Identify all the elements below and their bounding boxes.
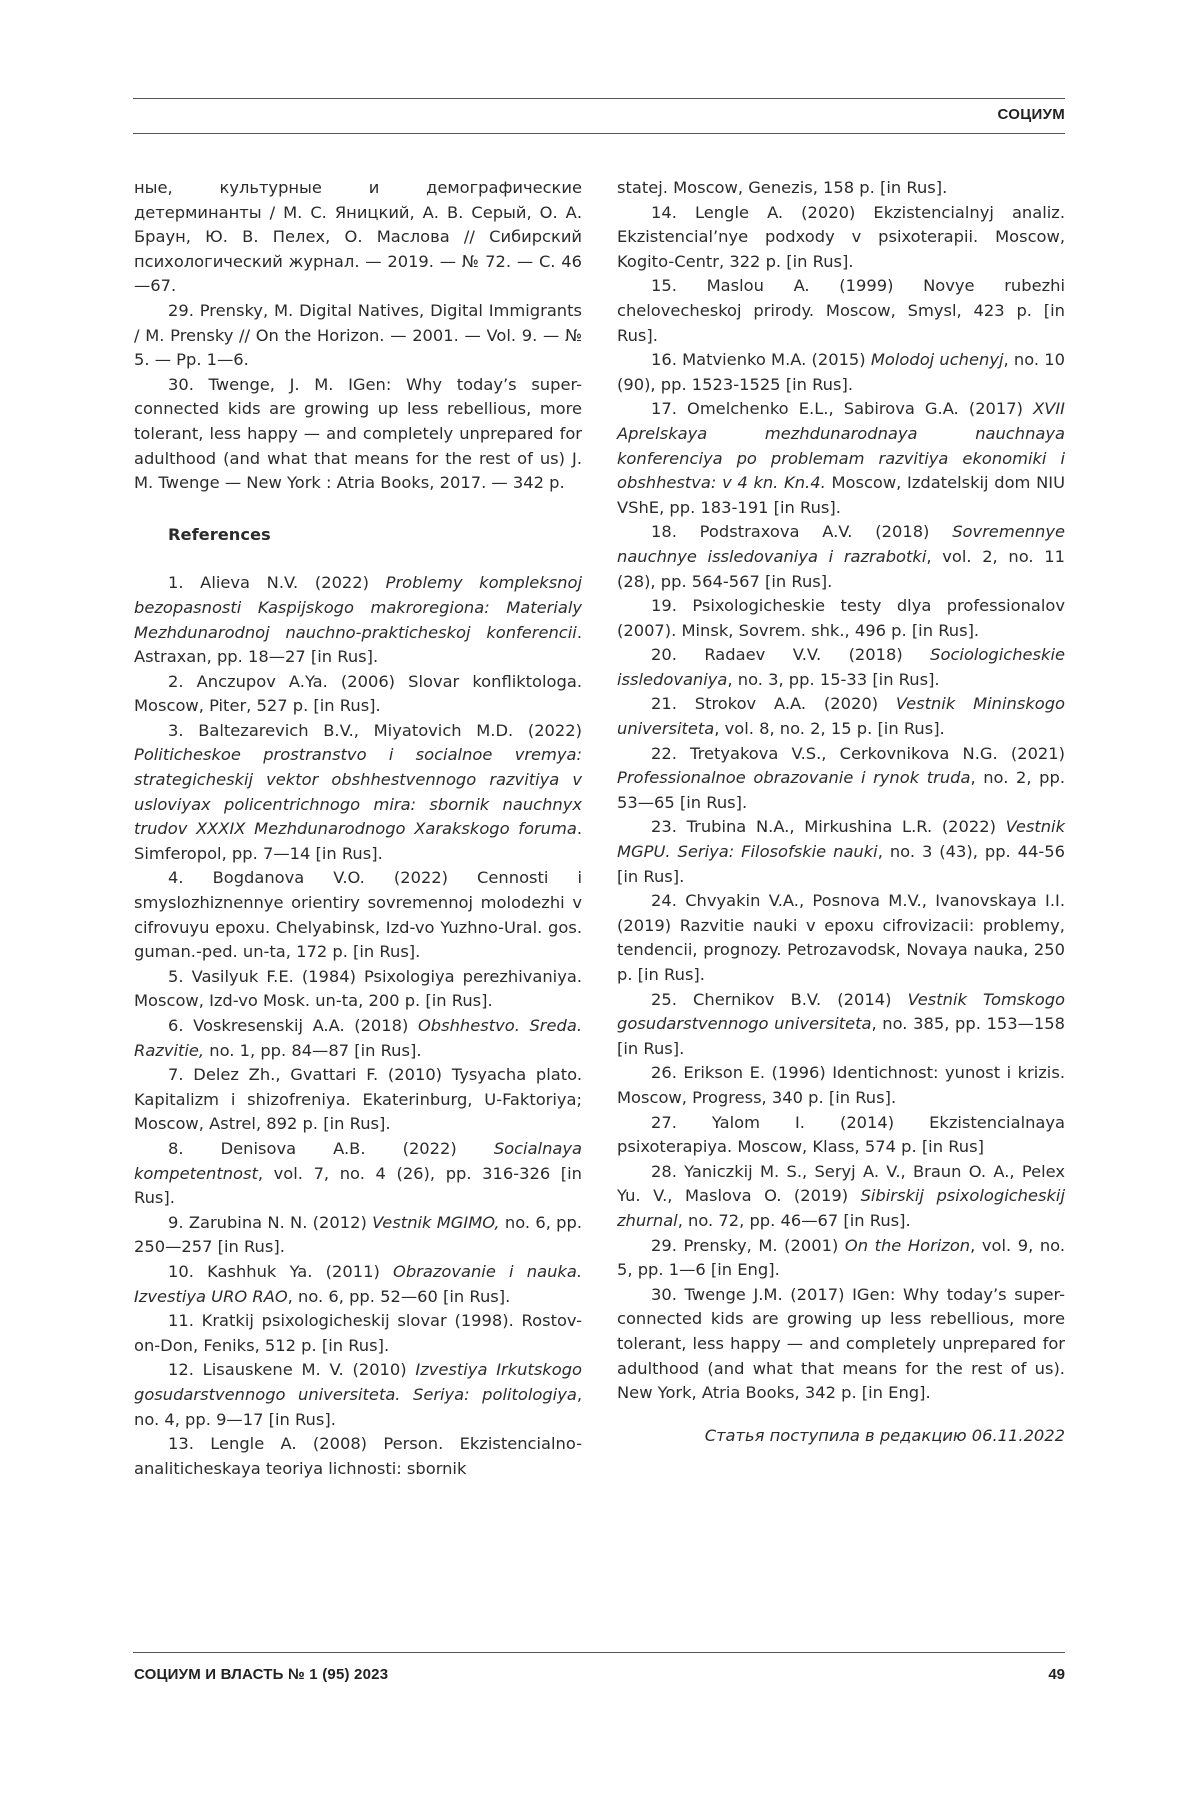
reference-text: 7. Delez Zh., Gvattari F. (2010) Tysyacha plato. Kapitalizm i shizofreniya. Ekaterinburg, U-Faktoriya; Moscow, Astrel, 892 p. [in Rus]. [134,1065,582,1134]
reference-text: 30. Twenge J.M. (2017) IGen: Why today’s super-connected kids are growing up less rebellious, more tolerant, less happy — and completely unprepared for adulthood (and what that means for the rest of us). New York, Atria Books, 342 p. [in Eng]. [617,1284,1065,1403]
reference-entry [617,397,1065,520]
reference-text: , vol. 9, no. 5, pp. 1—6 [in Eng]. [617,1235,1066,1280]
running-header: СОЦИУМ [997,106,1065,123]
reference-text: , no. 10 (90), pp. 1523-1525 [in Rus]. [617,350,1065,394]
reference-entry [617,692,1065,741]
reference-text: 23. Trubina N.A., Mirkushina L.R. (2022) [651,817,1006,837]
reference-entry [134,719,582,867]
reference-entry [617,1061,1065,1110]
reference-entry [134,1014,582,1063]
reference-text: 6. Voskresenskij A.A. (2018) [168,1016,418,1035]
reference-text: 11. Kratkij psixologicheskij slovar (1998). Rostov-on-Don, Feniks, 512 p. [in Rus]. [134,1311,582,1355]
reference-entry [617,594,1065,643]
reference-text: 4. Bogdanova V.O. (2022) Cennosti i smyslozhiznennye orientiry sovremennoj molodezhi v cifrovuyu epoxu. Chelyabinsk, Izd-vo Yuzhno-Ural. gos. guman.-ped. un-ta, 172 p. [in Rus]. [134,868,582,962]
reference-text: , no. 72, pp. 46—67 [in Rus]. [677,1210,911,1230]
reference-text: , no. 4, pp. 9—17 [in Rus]. [134,1384,582,1429]
reference-entry [134,965,582,1014]
reference-text: , no. 2, pp. 53—65 [in Rus]. [617,768,1066,812]
right-column [617,176,1065,1448]
reference-entry [617,1160,1065,1234]
continued-reference-13: statej. Moscow, Genezis, 158 p. [in Rus]. [617,178,948,197]
reference-source-title: Molodoj uchenyj [870,350,1004,370]
reference-text: 13. Lengle A. (2008) Person. Ekzistencialno-analiticheskaya teoriya lichnosti: sbornik [134,1434,582,1478]
references-heading: References [168,524,271,544]
continued-reference: ные, культурные и демографические детерминанты / М. С. Яницкий, А. В. Серый, О. А. Браун, Ю. В. Пелех, О. Маслова // Сибирский психологический журнал. — 2019. — № 72. — С. 46—67. [134,178,582,296]
reference-text: Moscow, Izdatelskij dom NIU VShE, pp. 183-191 [in Rus]. [617,473,1065,517]
reference-text: 16. Matvienko M.A. (2015) [651,350,871,370]
reference-text: 22. Tretyakova V.S., Cerkovnikova N.G. (2021) [651,743,1065,763]
reference-text: 1. Alieva N.V. (2022) [168,573,386,593]
reference-entry [134,1309,582,1358]
reference-source-title: Izvestiya Irkutskogo gosudarstvennogo universiteta. Seriya: politologiya [134,1360,582,1404]
reference-entry [134,1063,582,1137]
reference-text: , no. 385, pp. 153—158 [in Rus]. [617,1014,1066,1058]
reference-entry [134,1260,582,1309]
reference-text: 8. Denisova A.B. (2022) [168,1138,494,1158]
reference-entry [617,201,1065,275]
reference-text: 9. Zarubina N. N. (2012) [168,1212,373,1232]
journal-title: СОЦИУМ И ВЛАСТЬ № 1 (95) 2023 [134,1666,389,1683]
reference-entry [134,866,582,964]
reference-source-title: Sovremennye nauchnye issledovaniya i razrabotki [617,522,1065,566]
reference-text: . Simferopol, pp. 7—14 [in Rus]. [134,819,582,863]
reference-text: 2. Anczupov A.Ya. (2006) Slovar konfliktologa. Moscow, Piter, 527 p. [in Rus]. [134,671,582,716]
references-list-right [617,201,1065,1406]
left-column [134,176,582,1481]
reference-text: , vol. 7, no. 4 (26), pp. 316-326 [in Rus]. [134,1163,582,1208]
reference-source-title: Vestnik MGPU. Seriya: Filosofskie nauki [617,817,1065,862]
reference-text: 21. Strokov A.A. (2020) [651,694,896,714]
header-bottom-rule [133,133,1065,134]
reference-source-title: Vestnik Mininskogo universiteta [617,694,1065,739]
references-list-left [134,571,582,1481]
reference-entry [617,643,1065,692]
reference-source-title: Problemy kompleksnoj bezopasnosti Kaspijskogo makroregiona: Materialy Mezhdunarodnoj nauchno-prakticheskoj konferencii [134,573,582,642]
reference-entry [617,1234,1065,1283]
reference-text: 27. Yalom I. (2014) Ekzistencialnaya psixoterapiya. Moscow, Klass, 574 p. [in Rus] [617,1112,1065,1157]
reference-29-ru: 29. Prensky, M. Digital Natives, Digital Immigrants / M. Prensky // On the Horizon. — 2001. — Vol. 9. — № 5. — Pp. 1—6. [134,300,582,370]
reference-text: 10. Kashhuk Ya. (2011) [168,1261,394,1281]
reference-entry [134,571,582,669]
header-top-rule [133,98,1065,99]
reference-text: , no. 6, pp. 52—60 [in Rus]. [287,1286,511,1306]
reference-entry [134,1137,582,1211]
reference-entry [134,1358,582,1432]
reference-text: 29. Prensky, M. (2001) [651,1235,845,1255]
reference-text: 17. Omelchenko E.L., Sabirova G.A. (2017) [651,399,1034,419]
reference-entry [617,815,1065,889]
reference-source-title: Politicheskoe prostranstvo i socialnoe vremya: strategicheskij vektor obshhestvennogo razvitiya v usloviyax policentrichnogo mira: sbornik nauchnyx trudov XXXIX Mezhdunarodnogo Xarakskogo foruma [134,745,582,839]
reference-source-title: Socialnaya kompetentnost [134,1138,582,1183]
reference-text: , vol. 8, no. 2, 15 p. [in Rus]. [714,719,945,739]
reference-text: 24. Chvyakin V.A., Posnova M.V., Ivanovskaya I.I. (2019) Razvitie nauki v epoxu cifrovizacii: problemy, tendencii, prognozy. Petrozavodsk, Novaya nauka, 250 p. [in Rus]. [617,891,1065,984]
reference-text: 18. Podstraxova A.V. (2018) [651,522,953,542]
reference-text: , vol. 2, no. 11 (28), pp. 564-567 [in Rus]. [617,546,1065,591]
reference-entry [617,889,1065,987]
reference-entry [134,1432,582,1481]
reference-text: 20. Radaev V.V. (2018) [651,645,931,665]
reference-entry [617,1111,1065,1160]
reference-text: , no. 3 (43), pp. 44-56 [in Rus]. [617,842,1065,886]
reference-entry [617,742,1065,816]
reference-source-title: Obrazovanie i nauka. Izvestiya URO RAO [134,1261,582,1306]
reference-source-title: On the Horizon [844,1235,971,1255]
reference-source-title: Sibirskij psixologicheskij zhurnal [617,1186,1065,1230]
reference-source-title: Professionalnoe obrazovanie i rynok truda [617,768,971,788]
reference-text: 15. Maslou A. (1999) Novye rubezhi chelovecheskoj prirody. Moscow, Smysl, 423 p. [in Rus]. [617,276,1065,345]
reference-source-title: Obshhestvo. Sreda. Razvitie, [134,1016,582,1060]
reference-source-title: Sociologicheskie issledovaniya [617,645,1065,689]
reference-text: 26. Erikson E. (1996) Identichnost: yunost i krizis. Moscow, Progress, 340 p. [in Rus]. [617,1063,1065,1107]
reference-text: 3. Baltezarevich B.V., Miyatovich M.D. (2022) [168,720,582,740]
reference-source-title: XVII Aprelskaya mezhdunarodnaya nauchnaya konferenciya po problemam razvitiya ekonomiki i obshhestva: v 4 kn. Kn.4. [617,399,1065,493]
reference-text: 28. Yaniczkij M. S., Seryj A. V., Braun O. A., Pelex Yu. V., Maslova O. (2019) [617,1161,1065,1206]
reference-source-title: Vestnik Tomskogo gosudarstvennogo universiteta [617,989,1065,1034]
reference-source-title: Vestnik MGIMO, [372,1212,500,1232]
reference-entry [617,274,1065,348]
reference-entry [617,520,1065,594]
reference-entry [134,1211,582,1260]
reference-entry [617,1283,1065,1406]
reference-text: 19. Psixologicheskie testy dlya professionalov (2007). Minsk, Sovrem. shk., 496 p. [in Rus]. [617,596,1065,640]
reference-text: no. 6, pp. 250—257 [in Rus]. [134,1212,583,1257]
reference-entry [617,988,1065,1062]
reference-text: 5. Vasilyuk F.E. (1984) Psixologiya perezhivaniya. Moscow, Izd-vo Mosk. un-ta, 200 p. [in Rus]. [134,966,582,1011]
reference-entry [134,670,582,719]
reference-text: , no. 3, pp. 15-33 [in Rus]. [727,669,940,689]
page-number: 49 [1048,1666,1065,1683]
received-date-note: Статья поступила в редакцию 06.11.2022 [704,1425,1065,1445]
reference-text: 25. Chernikov B.V. (2014) [651,989,908,1009]
reference-text: no. 1, pp. 84—87 [in Rus]. [204,1040,422,1060]
footer-rule [133,1652,1065,1653]
reference-text: 12. Lisauskene M. V. (2010) [168,1360,416,1380]
reference-text: 14. Lengle A. (2020) Ekzistencialnyj analiz. Ekzistencial’nye podxody v psixoterapii. Moscow, Kogito-Centr, 322 p. [in Rus]. [617,202,1065,271]
reference-text: . Astraxan, pp. 18—27 [in Rus]. [134,622,582,667]
reference-30-ru: 30. Twenge, J. M. IGen: Why today’s super-connected kids are growing up less rebellious, more tolerant, less happy — and completely unprepared for adulthood (and what that means for the rest of us) J. M. Twenge — New York : Atria Books, 2017. — 342 p. [134,374,582,493]
reference-entry [617,348,1065,397]
